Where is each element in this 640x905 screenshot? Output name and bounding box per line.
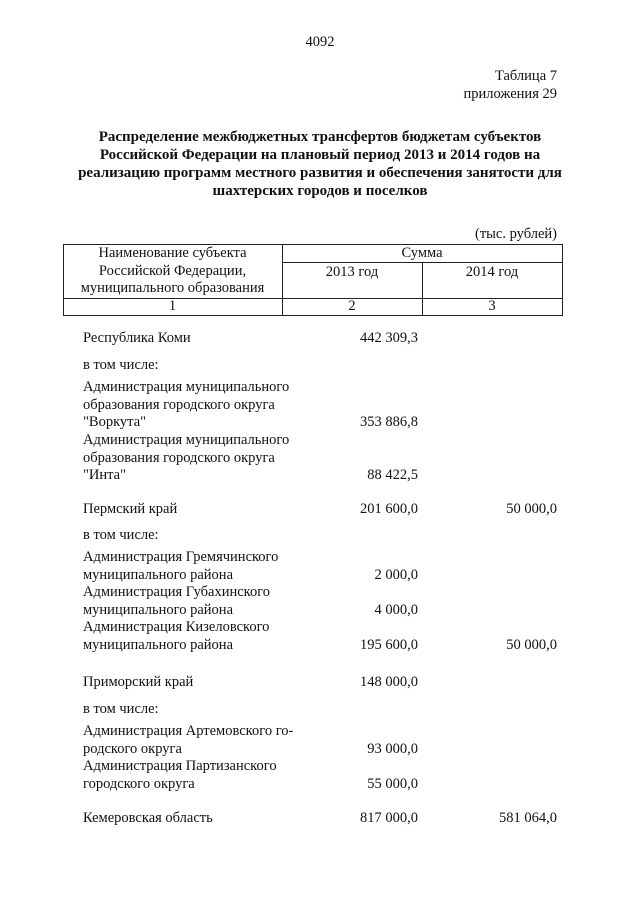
header-line: муниципального образования	[80, 280, 265, 296]
row-name-line: муниципального района	[83, 601, 233, 618]
header-col1	[63, 245, 282, 298]
units-label: (тыс. рублей)	[475, 226, 557, 242]
value-2013: 88 422,5	[367, 467, 418, 483]
value-2013: 4 000,0	[374, 601, 418, 618]
value-2014: 581 064,0	[499, 810, 557, 826]
value-2013: 442 309,3	[360, 330, 418, 346]
value-2013: 201 600,0	[360, 501, 418, 517]
appendix-label: приложения 29	[463, 86, 557, 102]
value-2013: 2 000,0	[374, 566, 418, 583]
value-2013: 817 000,0	[360, 810, 418, 826]
row-name-line: Пермский край	[83, 501, 178, 517]
row-name-line: Кемеровская область	[83, 810, 213, 826]
col-number-3: 3	[488, 298, 496, 314]
row-name-line: муниципального района	[83, 636, 233, 653]
row-name-line: в том числе:	[83, 357, 159, 373]
header-line: Российской Федерации,	[98, 262, 247, 279]
row-name-line: в том числе:	[83, 527, 159, 543]
row-name-line: Администрация муниципального	[83, 379, 290, 395]
row-name-line: муниципального района	[83, 566, 233, 583]
header-line: Наименование субъекта	[98, 245, 247, 261]
row-name-line: "Инта"	[83, 467, 127, 483]
header-sum: Сумма	[401, 245, 443, 261]
row-name-line: Администрация Партизанского	[83, 758, 277, 774]
row-name-line: Республика Коми	[83, 330, 191, 346]
row-name-line: Администрация Губахинского	[83, 584, 271, 600]
row-name-line: Администрация Гремячинского	[83, 549, 279, 565]
table-border	[562, 244, 563, 316]
document-title: Распределение межбюджетных трансфертов бюджетам субъектов Российской Федерации на плановый период 2013 и 2014 годов на реализацию программ местного развития и обеспечения занятости для шахтерских городов и поселков	[78, 129, 562, 199]
row-name-line: Администрация Кизеловского	[83, 619, 270, 635]
row-name-line: Приморский край	[83, 674, 194, 690]
row-name-line: Администрация муниципального	[83, 432, 290, 448]
row-name-line: городского округа	[83, 775, 195, 792]
value-2013: 148 000,0	[360, 674, 418, 690]
row-name-line: образования городского округа	[83, 396, 275, 413]
row-name-line: в том числе:	[83, 701, 159, 717]
col-number-1: 1	[168, 298, 177, 314]
table-label: Таблица 7	[494, 68, 557, 84]
page-number: 4092	[305, 34, 335, 50]
header-2013: 2013 год	[325, 264, 379, 280]
row-name-line: "Воркута"	[83, 414, 147, 430]
header-2014: 2014 год	[465, 264, 519, 280]
value-2013: 195 600,0	[360, 636, 418, 653]
row-name-line: образования городского округа	[83, 449, 275, 466]
row-name-line: родского округа	[83, 740, 182, 757]
value-2014: 50 000,0	[506, 501, 557, 517]
value-2013: 353 886,8	[360, 414, 418, 430]
value-2014: 50 000,0	[506, 636, 557, 653]
col-number-2: 2	[348, 298, 356, 314]
row-name-line: Администрация Артемовского го-	[83, 723, 294, 739]
value-2013: 93 000,0	[367, 740, 418, 757]
value-2013: 55 000,0	[367, 775, 418, 792]
